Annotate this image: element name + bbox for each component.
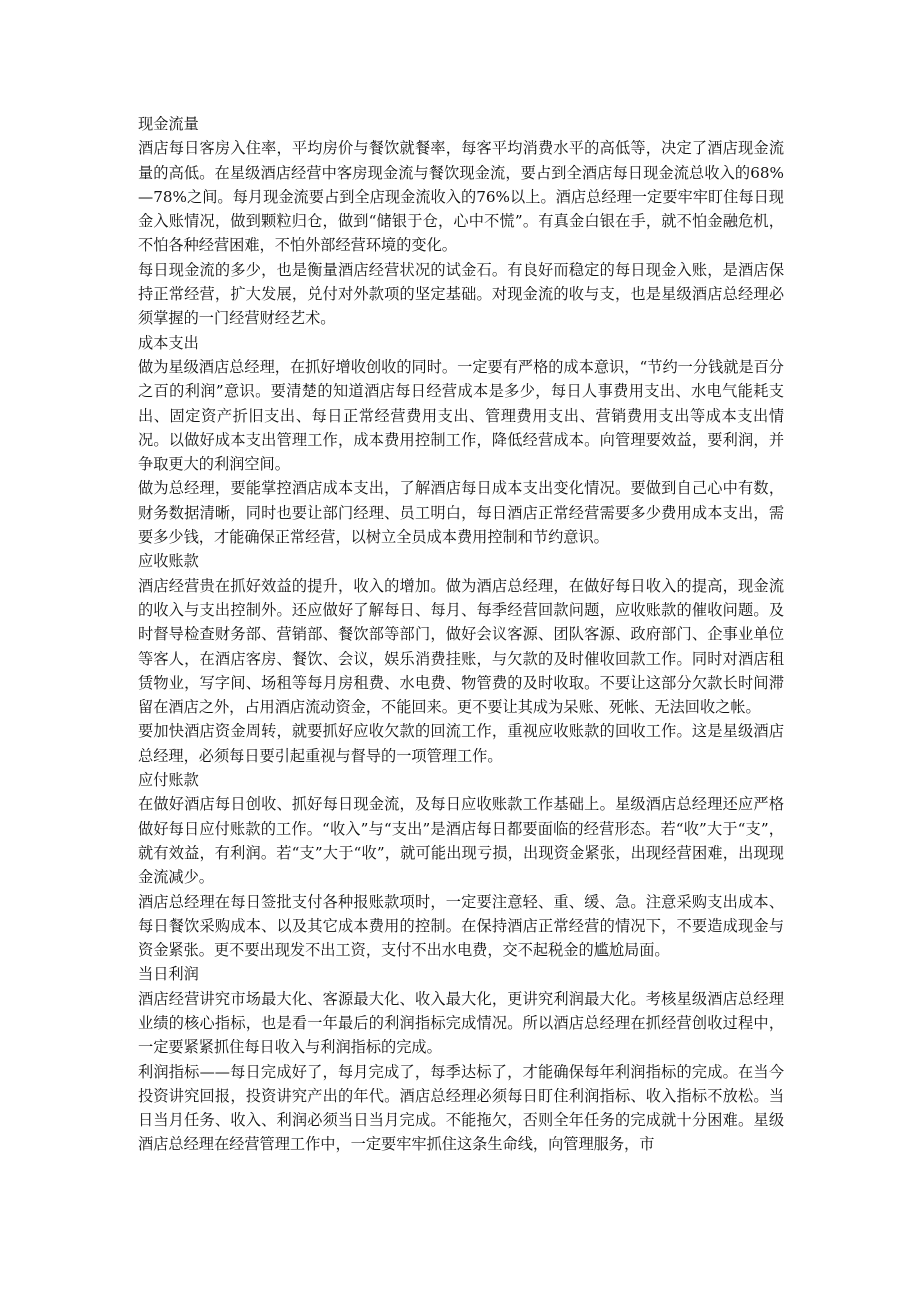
paragraph: 酒店经营贵在抓好效益的提升，收入的增加。做为酒店总经理，在做好每日收入的提高，现金流的收入与支出控制外。还应做好了解每日、每月、每季经营回款问题，应收账款的催收问题。及时督导检查财务部、营销部、餐饮部等部门，做好会议客源、团队客源、政府部门、企事业单位等客人，在酒店客房、餐饮、会议，娱乐消费挂账，与欠款的及时催收回款工作。同时对酒店租赁物业，写字间、场租等每月房租费、水电费、物管费的及时收取。不要让这部分欠款长时间滞留在酒店之外，占用酒店流动资金，不能回来。更不要让其成为呆账、死帐、无法回收之帐。 xyxy=(138,576,784,717)
paragraph: 要加快酒店资金周转，就要抓好应收欠款的回流工作，重视应收账款的回收工作。这是星级酒店总经理，必须每日要引起重视与督导的一项管理工作。 xyxy=(138,722,784,765)
paragraph: 利润指标——每日完成好了，每月完成了，每季达标了，才能确保每年利润指标的完成。在当今投资讲究回报，投资讲究产出的年代。酒店总经理必须每日盯住利润指标、收入指标不放松。当日当月任务、收入、利润必须当日当月完成。不能拖欠，否则全年任务的完成就十分困难。星级酒店总经理在经营管理工作中，一定要牢牢抓住这条生命线，向管理服务，市 xyxy=(138,1062,784,1154)
section-cost-expenditure xyxy=(138,331,784,550)
paragraph: 酒店每日客房入住率，平均房价与餐饮就餐率，每客平均消费水平的高低等，决定了酒店现金流量的高低。在星级酒店经营中客房现金流与餐饮现金流，要占到全酒店每日现金流总收入的68%—78%之间。每月现金流要占到全店现金流收入的76%以上。酒店总经理一定要牢牢盯住每日现金入账情况，做到颗粒归仓，做到“储银于仓，心中不慌”。有真金白银在手，就不怕金融危机，不怕各种经营困难，不怕外部经营环境的变化。 xyxy=(138,139,784,255)
paragraph: 酒店经营讲究市场最大化、客源最大化、收入最大化，更讲究利润最大化。考核星级酒店总经理业绩的核心指标，也是看一年最后的利润指标完成情况。所以酒店总经理在抓经营创收过程中，一定要紧紧抓住每日收入与利润指标的完成。 xyxy=(138,989,784,1057)
paragraph: 做为星级酒店总经理，在抓好增收创收的同时。一定要有严格的成本意识，“节约一分钱就是百分之百的利润”意识。要清楚的知道酒店每日经营成本是多少，每日人事费用支出、水电气能耗支出、固定资产折旧支出、每日正常经营费用支出、管理费用支出、营销费用支出等成本支出情况。以做好成本支出管理工作，成本费用控制工作，降低经营成本。向管理要效益，要利润，并争取更大的利润空间。 xyxy=(138,357,784,474)
section-daily-profit xyxy=(138,962,784,1156)
section-accounts-payable xyxy=(138,768,784,962)
paragraph: 在做好酒店每日创收、抓好每日现金流，及每日应收账款工作基础上。星级酒店总经理还应严格做好每日应付账款的工作。“收入”与“支出”是酒店每日都要面临的经营形态。若“收”大于“支”，就有效益，有利润。若“支”大于“收”，就可能出现亏损，出现资金紧张，出现经营困难，出现现金流减少。 xyxy=(138,795,784,887)
section-heading: 当日利润 xyxy=(138,965,199,984)
paragraph: 做为总经理，要能掌控酒店成本支出，了解酒店每日成本支出变化情况。要做到自己心中有数，财务数据清晰，同时也要让部门经理、员工明白，每日酒店正常经营需要多少费用成本支出，需要多少钱，才能确保正常经营，以树立全员成本费用控制和节约意识。 xyxy=(138,479,784,547)
paragraph: 酒店总经理在每日签批支付各种报账款项时，一定要注意轻、重、缓、急。注意采购支出成本、每日餐饮采购成本、以及其它成本费用的控制。在保持酒店正常经营的情况下，不要造成现金与资金紧张。更不要出现发不出工资，支付不出水电费，交不起税金的尴尬局面。 xyxy=(138,892,784,960)
section-heading: 应付账款 xyxy=(138,771,199,790)
section-heading: 现金流量 xyxy=(138,115,199,133)
section-heading: 成本支出 xyxy=(138,333,199,352)
document-body xyxy=(138,112,784,1157)
section-heading: 应收账款 xyxy=(138,552,199,571)
paragraph: 每日现金流的多少，也是衡量酒店经营状况的试金石。有良好而稳定的每日现金入账，是酒店保持正常经营，扩大发展，兑付对外款项的坚定基础。对现金流的收与支，也是星级酒店总经理必须掌握的一门经营财经艺术。 xyxy=(138,260,784,328)
section-accounts-receivable xyxy=(138,549,784,768)
section-cash-flow xyxy=(138,112,784,331)
